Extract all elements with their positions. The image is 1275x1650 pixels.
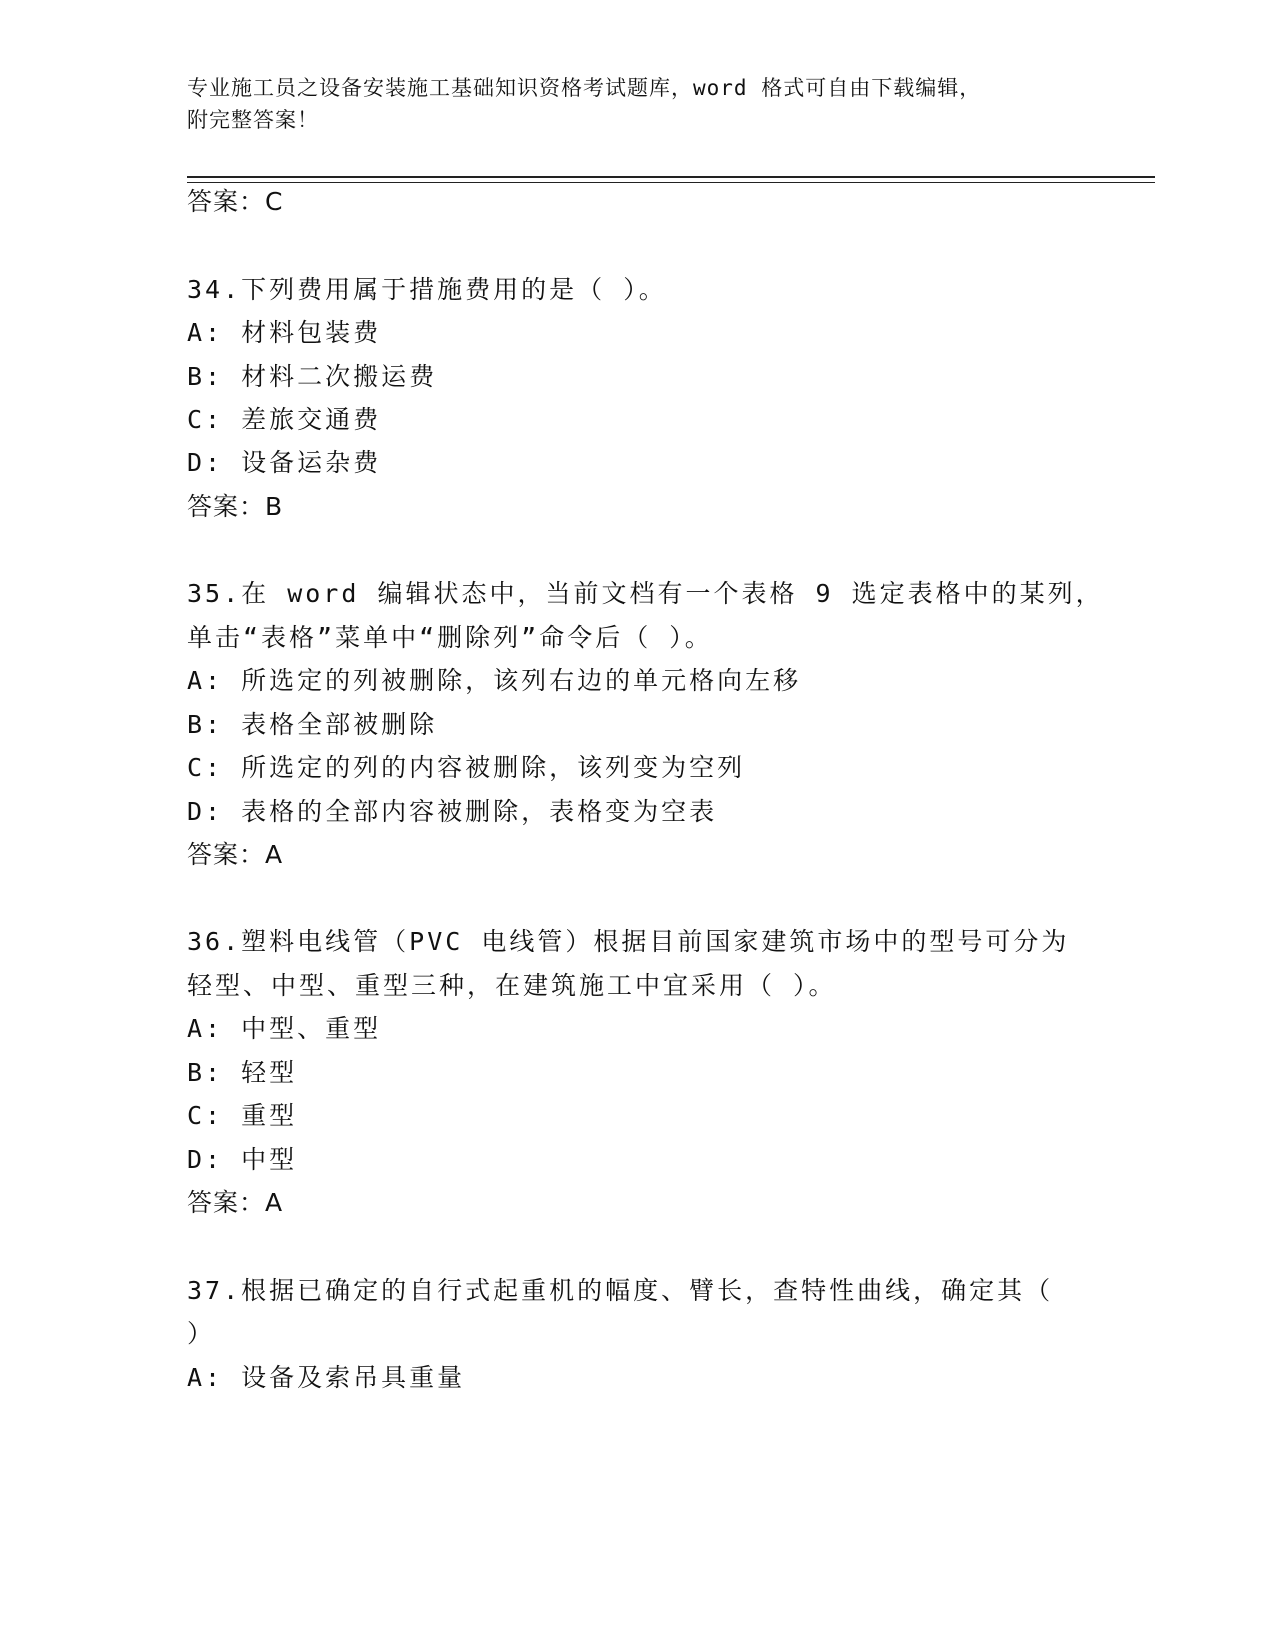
question-35-option-b: B: 表格全部被删除 — [187, 710, 438, 739]
question-34-option-b: B: 材料二次搬运费 — [187, 362, 438, 391]
question-34-option-c: C: 差旅交通费 — [187, 405, 382, 434]
answer-36: 答案：A — [187, 1188, 284, 1217]
question-37-stem-line-1: 37.根据已确定的自行式起重机的幅度、臂长，查特性曲线，确定其（ — [187, 1276, 1054, 1305]
answer-33: 答案：C — [187, 187, 284, 216]
header-line-2: 附完整答案！ — [187, 108, 319, 132]
question-34-option-d: D: 设备运杂费 — [187, 448, 382, 477]
question-35-option-d: D: 表格的全部内容被删除，表格变为空表 — [187, 797, 718, 826]
answer-35: 答案：A — [187, 840, 284, 869]
question-36-stem-line-2: 轻型、中型、重型三种，在建筑施工中宜采用（ ）。 — [187, 971, 837, 1000]
answer-34: 答案：B — [187, 492, 284, 521]
header-line-1: 专业施工员之设备安装施工基础知识资格考试题库，word 格式可自由下载编辑， — [187, 76, 982, 100]
header-rule-thick — [187, 176, 1155, 178]
question-34-option-a: A: 材料包装费 — [187, 318, 382, 347]
question-35-option-c: C: 所选定的列的内容被删除，该列变为空列 — [187, 753, 746, 782]
document-header — [187, 72, 1087, 136]
question-35-stem-line-2: 单击“表格”菜单中“删除列”命令后（ ）。 — [187, 623, 713, 652]
question-36-option-d: D: 中型 — [187, 1145, 298, 1174]
question-36-option-b: B: 轻型 — [187, 1058, 298, 1087]
question-37-stem-line-2: ） — [187, 1319, 216, 1348]
question-36-option-c: C: 重型 — [187, 1101, 298, 1130]
question-36-option-a: A: 中型、重型 — [187, 1014, 382, 1043]
question-34-stem: 34.下列费用属于措施费用的是（ ）。 — [187, 275, 667, 304]
question-35-option-a: A: 所选定的列被删除，该列右边的单元格向左移 — [187, 666, 802, 695]
question-35-stem-line-1: 35.在 word 编辑状态中，当前文档有一个表格 9 选定表格中的某列， — [187, 579, 1104, 608]
question-37-option-a: A: 设备及索吊具重量 — [187, 1363, 466, 1392]
header-rule-thin — [187, 182, 1155, 183]
question-36-stem-line-1: 36.塑料电线管（PVC 电线管）根据目前国家建筑市场中的型号可分为 — [187, 927, 1070, 956]
